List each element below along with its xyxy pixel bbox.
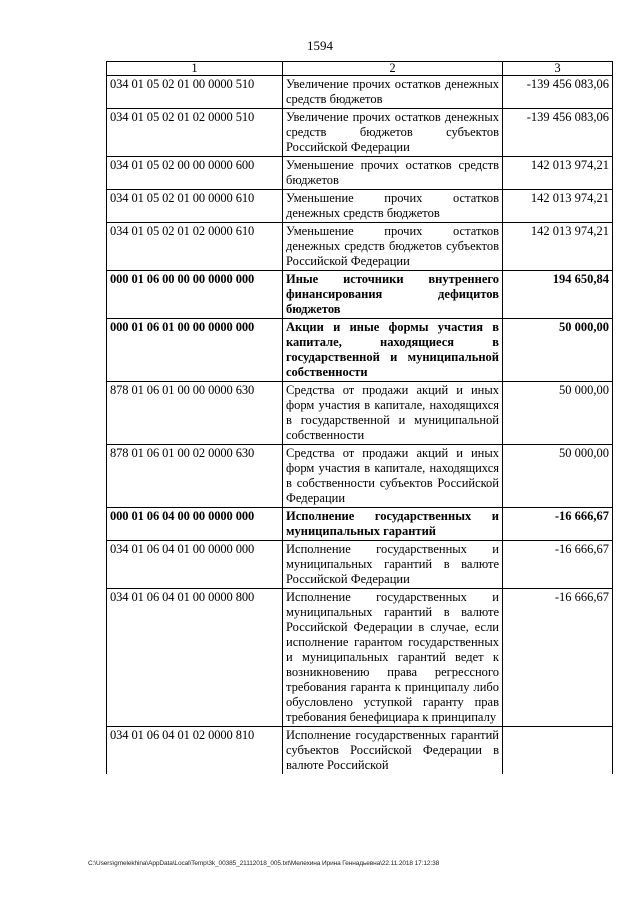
row-code: 000 01 06 00 00 00 0000 000: [107, 271, 283, 319]
table-row: [107, 382, 613, 445]
table-row: [107, 541, 613, 589]
row-name: Уменьшение прочих остатков денежных средств бюджетов: [283, 190, 503, 223]
row-name: Исполнение государственных и муниципальных гарантий: [283, 508, 503, 541]
column-header-amount: 3: [503, 62, 613, 76]
table-row: [107, 190, 613, 223]
table-row: [107, 445, 613, 508]
table-row: [107, 109, 613, 157]
row-name: Акции и иные формы участия в капитале, находящиеся в государственной и муниципальной собственности: [283, 319, 503, 382]
row-amount: -139 456 083,06: [503, 76, 613, 109]
row-amount: 50 000,00: [503, 382, 613, 445]
row-name: Увеличение прочих остатков денежных средств бюджетов: [283, 76, 503, 109]
row-code: 034 01 06 04 01 02 0000 810: [107, 727, 283, 775]
row-amount: 142 013 974,21: [503, 157, 613, 190]
column-header-name: 2: [283, 62, 503, 76]
row-code: 034 01 05 02 00 00 0000 600: [107, 157, 283, 190]
column-header-code: 1: [107, 62, 283, 76]
row-name: Исполнение государственных и муниципальных гарантий в валюте Российской Федерации в случае, если исполнение гарантом государственных и муниципальных гарантий ведет к возникновению права регрессного требования гаранта к принципалу либо обусловлено уступкой гаранту прав требования бенефициара к принципалу: [283, 589, 503, 727]
row-name: Иные источники внутреннего финансирования дефицитов бюджетов: [283, 271, 503, 319]
table-row-subtotal: [107, 508, 613, 541]
table-header-row: [107, 62, 613, 76]
row-code: 034 01 05 02 01 00 0000 610: [107, 190, 283, 223]
table-row: [107, 589, 613, 727]
row-amount: -16 666,67: [503, 508, 613, 541]
row-amount: -139 456 083,06: [503, 109, 613, 157]
row-code: 000 01 06 04 00 00 0000 000: [107, 508, 283, 541]
table-row: [107, 223, 613, 271]
row-name: Средства от продажи акций и иных форм участия в капитале, находящихся в собственности субъектов Российской Федерации: [283, 445, 503, 508]
table-row-subtotal: [107, 319, 613, 382]
row-amount: [503, 727, 613, 775]
row-name: Средства от продажи акций и иных форм участия в капитале, находящихся в государственной и муниципальной собственности: [283, 382, 503, 445]
row-code: 034 01 06 04 01 00 0000 800: [107, 589, 283, 727]
row-code: 034 01 05 02 01 02 0000 510: [107, 109, 283, 157]
table-row: [107, 76, 613, 109]
row-code: 034 01 05 02 01 00 0000 510: [107, 76, 283, 109]
row-amount: -16 666,67: [503, 589, 613, 727]
row-amount: -16 666,67: [503, 541, 613, 589]
row-amount: 194 650,84: [503, 271, 613, 319]
row-code: 034 01 06 04 01 00 0000 000: [107, 541, 283, 589]
row-amount: 142 013 974,21: [503, 223, 613, 271]
row-name: Уменьшение прочих остатков денежных средств бюджетов субъектов Российской Федерации: [283, 223, 503, 271]
table-row-continued: [107, 727, 613, 775]
row-name: Исполнение государственных и муниципальных гарантий в валюте Российской Федерации: [283, 541, 503, 589]
row-name: Исполнение государственных гарантий субъектов Российской Федерации в валюте Российской: [283, 727, 503, 775]
row-code: 878 01 06 01 00 02 0000 630: [107, 445, 283, 508]
row-amount: 50 000,00: [503, 319, 613, 382]
row-name: Уменьшение прочих остатков средств бюджетов: [283, 157, 503, 190]
table-row-subtotal: [107, 271, 613, 319]
row-amount: 50 000,00: [503, 445, 613, 508]
row-name: Увеличение прочих остатков денежных средств бюджетов субъектов Российской Федерации: [283, 109, 503, 157]
row-code: 034 01 05 02 01 02 0000 610: [107, 223, 283, 271]
page-number: 1594: [307, 38, 333, 53]
budget-sources-table: [106, 61, 613, 774]
row-code: 000 01 06 01 00 00 0000 000: [107, 319, 283, 382]
file-path-footer: C:\Users\gmelekhina\AppData\Local\Temp\3k_00385_21112018_005.txt\Мелехина Ирина Геннадьевна\22.11.2018 17:12:38: [88, 860, 440, 867]
table-row: [107, 157, 613, 190]
row-code: 878 01 06 01 00 00 0000 630: [107, 382, 283, 445]
row-amount: 142 013 974,21: [503, 190, 613, 223]
